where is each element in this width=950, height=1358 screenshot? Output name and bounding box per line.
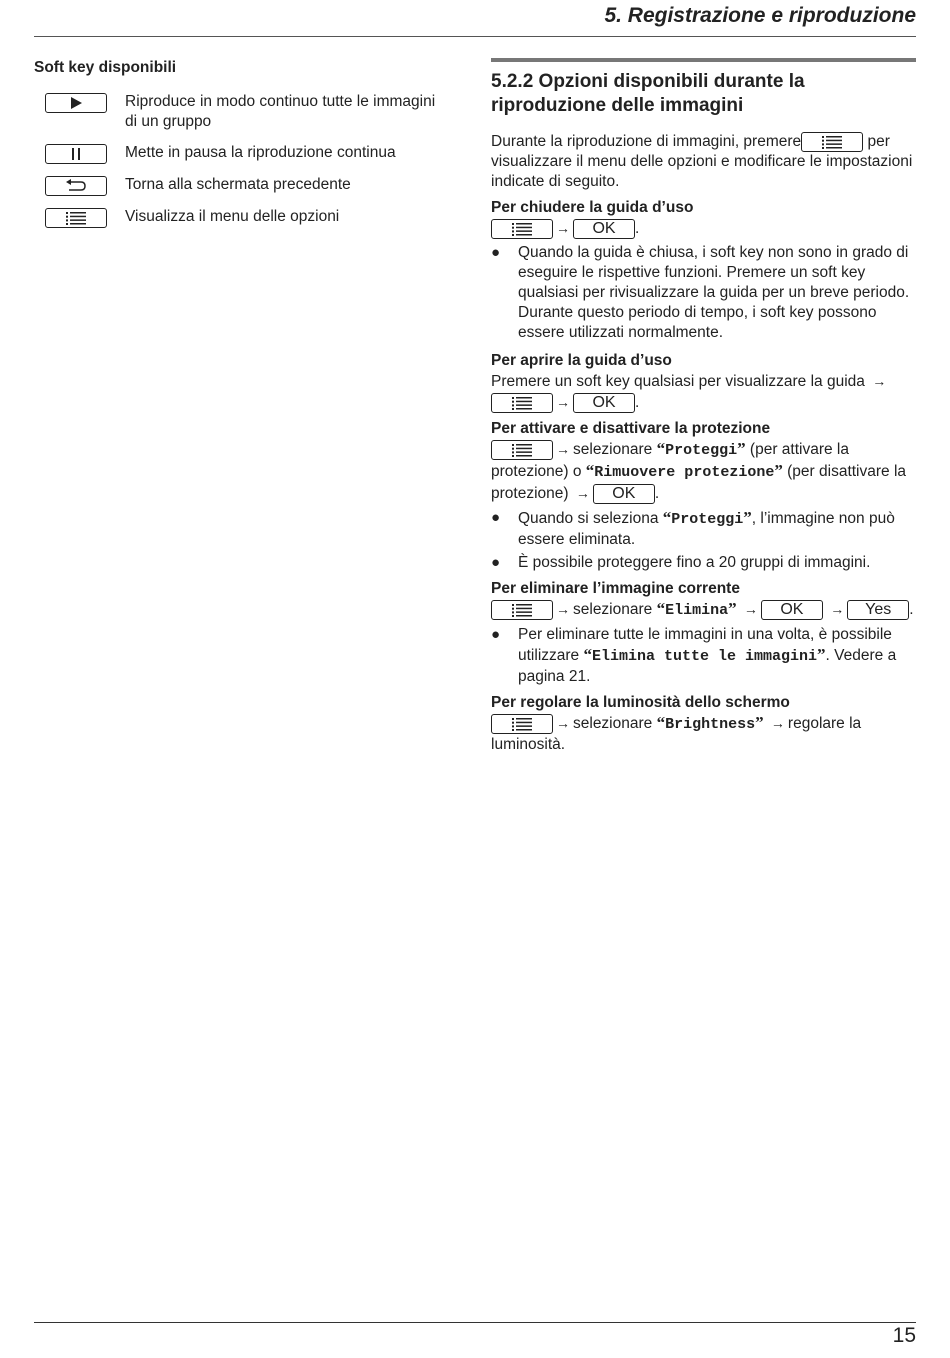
menu-key	[491, 600, 553, 620]
menu-icon	[512, 604, 532, 617]
play-key	[45, 93, 107, 113]
menu-icon	[512, 397, 532, 410]
arrow-icon: →	[556, 220, 570, 237]
page-header-title: 5. Registrazione e riproduzione	[604, 4, 916, 27]
arrow-icon: →	[872, 373, 887, 390]
soft-key-desc-pause: Mette in pausa la riproduzione continua	[125, 144, 396, 161]
protect-bullet-1: ● Quando si seleziona “Proteggi”, l’immagine non può essere eliminata.	[491, 508, 895, 549]
option-proteggi: Proteggi	[665, 442, 738, 460]
protect-steps: → selezionare “Proteggi” (per attivare la protezione) o “Rimuovere protezione” (per disattivare la protezione) → OK .	[491, 439, 907, 503]
option-elimina: Elimina	[665, 602, 729, 620]
ok-key: OK	[761, 600, 823, 620]
delete-steps: → selezionare “Elimina” → OK → Yes .	[491, 599, 916, 621]
page-number: 15	[892, 1324, 916, 1347]
soft-key-desc-menu: Visualizza il menu delle opzioni	[125, 208, 340, 225]
delete-title: Per eliminare l’immagine corrente	[491, 580, 740, 598]
soft-keys-section	[34, 58, 454, 239]
arrow-icon: →	[743, 601, 758, 618]
bullet-icon: ●	[491, 554, 501, 572]
menu-icon	[512, 718, 532, 731]
arrow-icon: →	[830, 601, 845, 618]
bullet-icon: ●	[491, 509, 501, 527]
bullet-icon: ●	[491, 626, 501, 644]
intro-paragraph: Durante la riproduzione di immagini, premere per visualizzare il menu delle opzioni e modificare le impostazioni indicate di seguito.	[491, 133, 913, 191]
menu-key	[801, 132, 863, 152]
brightness-steps: → selezionare “Brightness” → regolare la luminosità.	[491, 713, 862, 754]
arrow-icon: →	[556, 601, 570, 618]
ok-key: OK	[573, 219, 635, 239]
menu-key	[491, 440, 553, 460]
menu-key	[491, 714, 553, 734]
ok-key: OK	[593, 484, 655, 504]
menu-key	[491, 219, 553, 239]
menu-icon	[822, 136, 842, 149]
arrow-icon: →	[575, 485, 590, 502]
open-guide-steps: Premere un soft key qualsiasi per visualizzare la guida → → OK .	[491, 373, 887, 412]
back-icon	[65, 179, 87, 193]
back-key	[45, 176, 107, 196]
menu-icon	[512, 223, 532, 236]
delete-bullet: ● Per eliminare tutte le immagini in una volta, è possibile utilizzare “Elimina tutte le immagini”. Vedere a pagina 21.	[491, 626, 897, 686]
menu-key	[491, 393, 553, 413]
menu-icon	[512, 444, 532, 457]
soft-key-desc-back: Torna alla schermata precedente	[125, 176, 351, 193]
footer-rule	[34, 1322, 916, 1323]
yes-key: Yes	[847, 600, 909, 620]
option-brightness: Brightness	[665, 716, 756, 734]
play-icon	[69, 97, 83, 109]
protect-title: Per attivare e disattivare la protezione	[491, 420, 771, 438]
section-bar	[491, 58, 916, 62]
arrow-icon: →	[556, 394, 570, 411]
close-guide-title: Per chiudere la guida d’uso	[491, 199, 694, 217]
section-title: 5.2.2 Opzioni disponibili durante la riproduzione delle immagini	[491, 71, 805, 116]
menu-icon	[66, 212, 86, 225]
options-section	[491, 58, 916, 759]
soft-key-row-menu	[34, 207, 454, 228]
protect-bullet-2: ● È possibile proteggere fino a 20 gruppi di immagini.	[491, 554, 871, 572]
soft-key-desc-play: Riproduce in modo continuo tutte le immagini di un gruppo	[125, 93, 436, 130]
soft-keys-heading: Soft key disponibili	[34, 59, 177, 76]
ok-key: OK	[573, 393, 635, 413]
arrow-icon: →	[556, 715, 570, 732]
brightness-title: Per regolare la luminosità dello schermo	[491, 694, 790, 712]
menu-key	[45, 208, 107, 228]
arrow-icon: →	[556, 441, 570, 458]
bullet-icon: ●	[491, 244, 501, 262]
pause-key	[45, 144, 107, 164]
pause-icon	[70, 148, 82, 160]
soft-key-row-pause	[34, 143, 454, 164]
soft-key-row-play	[34, 92, 454, 132]
soft-key-row-back	[34, 175, 454, 196]
open-guide-title: Per aprire la guida d’uso	[491, 352, 672, 370]
close-guide-steps: → OK .	[491, 218, 916, 239]
close-guide-bullet: ● Quando la guida è chiusa, i soft key non sono in grado di eseguire le rispettive funzioni. Premere un soft key qualsiasi per rivisualizzare la guida per un breve periodo. Durante questo periodo di tempo, i soft key possono essere utilizzati normalmente.	[491, 244, 910, 342]
option-rimuovere-protezione: Rimuovere protezione	[594, 464, 775, 482]
header-rule	[34, 36, 916, 37]
arrow-icon: →	[770, 715, 785, 732]
